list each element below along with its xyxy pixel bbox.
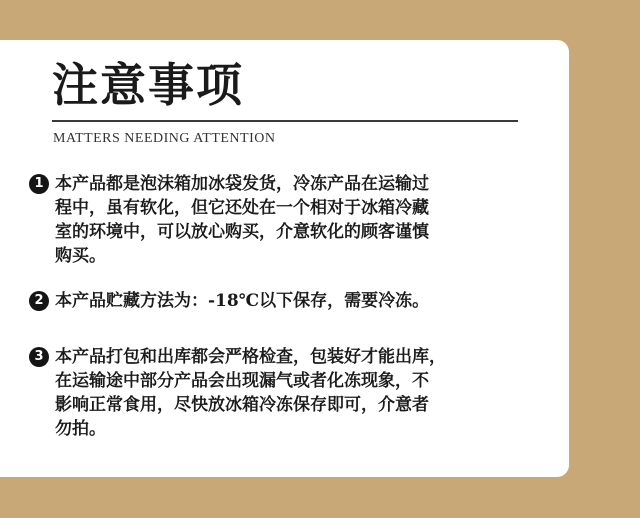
- number-badge-2: 2: [29, 291, 49, 311]
- notice-item-2-text: 本产品贮藏方法为：-18℃以下保存，需要冷冻。: [55, 291, 430, 311]
- page-subtitle: MATTERS NEEDING ATTENTION: [53, 131, 276, 146]
- notice-card: [0, 40, 569, 477]
- page-title: 注意事项: [52, 58, 244, 112]
- number-badge-1: 1: [29, 174, 49, 194]
- notice-item-3-text: 本产品打包和出库都会严格检查，包装好才能出库， 在运输途中部分产品会出现漏气或者化冻现象，不 影响正常食用，尽快放冰箱冷冻保存即可，介意者 勿拍。: [55, 347, 446, 439]
- title-divider: [52, 120, 518, 122]
- number-badge-3: 3: [29, 347, 49, 367]
- notice-item-1-text: 本产品都是泡沫箱加冰袋发货，冷冻产品在运输过 程中，虽有软化，但它还处在一个相对于冰箱冷藏 室的环境中，可以放心购买，介意软化的顾客谨慎 购买。: [55, 174, 429, 266]
